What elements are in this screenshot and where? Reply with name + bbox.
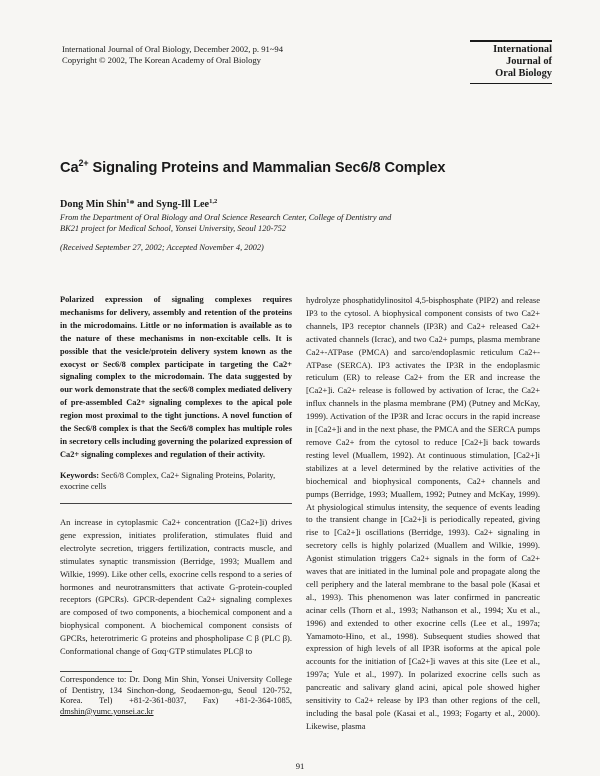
journal-brand [470,40,552,84]
correspondence-email[interactable]: dmshin@yumc.yonsei.ac.kr [60,706,154,716]
authors-and: and [134,199,157,210]
right-column [306,294,540,733]
brand-line-1: International [493,44,552,55]
keywords [60,470,292,493]
affiliation-line-2: BK21 project for Medical School, Yonsei University, Seoul 120-752 [60,224,286,233]
introduction [60,516,292,658]
keywords-list: Sec6/8 Complex, Ca2+ Signaling Proteins, Polarity, exocrine cells [60,470,276,492]
page-number: 91 [295,761,305,771]
intro-paragraph: An increase in cytoplasmic Ca2+ concentration ([Ca2+]i) drives gene expression, initiates proliferation, stimulates fluid and electrolyte secretion, triggers fertilization, contracts muscle, and stimulates synaptic transmission (Berridge, 1993; Muallem and Wilkie, 1999). Like other cells, exocrine cells respond to a series of hormones and neurotransmitters that activate G-protein-coupled receptors (GPCRs). GPCR-dependent Ca2+ signaling complexes are composed of two components, a biochemical component and a biophysical component. A biochemical component consists of GPCRs, heterotrimeric G proteins and phospholipase C β (PLC β). Conformational change of Gαq·GTP stimulates PLCβ to [60,517,292,657]
left-column [60,294,292,493]
footnote-text: Correspondence to: Dr. Dong Min Shin, Yonsei University College of Dentistry, 134 Sinchon-dong, Seodaemon-gu, Seoul 120-752, Korea. Tel) +81-2-361-8037, Fax) +81-2-364-1085, [60,675,292,706]
author-1-sup: 1 [126,198,130,205]
abstract: Polarized expression of signaling complexes requires mechanisms for delivery, assembly and retention of the proteins in the microdomains. Little or no information is available as to the nature of these mechanisms in non-excitable cells. It is possible that the vesicle/protein delivery system known as the exocyst or Sec6/8 complex participate in targeting the Ca2+ signaling complex to the microdomain. The data suggested by our work demonstrate that the sec6/8 complex mediated delivery of pre-assembled Ca2+ signaling complexes to the apical pole region most proximal to the tight junctions. A novel function of the Sec6/8 complex is that the Sec6/8 complex has multiple roles in secretory cells including governing the polarized expression of Ca2+ signaling complexes and regulation of their activity. [60,295,292,459]
correspondence-footnote [60,675,292,717]
title-prefix: Ca [60,160,79,176]
brand-line-2: Journal of [506,56,552,67]
keywords-label: Keywords: [60,470,100,480]
footnote-rule [60,671,132,672]
article-title [60,158,540,176]
brand-line-3: Oral Biology [495,68,552,79]
right-column-text: hydrolyze phosphatidylinositol 4,5-bisphosphate (PIP2) and release IP3 to the cytosol. A biophysical component consists of two Ca2+ channels, IP3 receptor channels (IP3R) and Ca2+ released Ca2+ activated channels (Icrac), and two Ca2+ pumps, plasma membrane Ca2+-ATPase (PMCA) and sarco/endoplasmic reticulum Ca2+-ATPase (SERCA). IP3 activates the IP3R in the endoplasmic reticulum (ER) to release Ca2+ from the ER and increase the [Ca2+]i. Ca2+ release is followed by activation of Icrac, the Ca2+ influx channels in the plasma membrane (PM) (Putney and McKay, 1999). Activation of the IP3R and Icrac occurs in the rapid increase in [Ca2+]i and in the next phase, the PMCA and the SERCA pumps remove Ca2+ from the cytosol to reduce [Ca2+]i back towards resting level (Muallem, 1992). At continuous stimulation, [Ca2+]i stabilizes at a level determined by the relative activities of the biochemical and biophysical components, Ca2+ channels and pumps (Berridge, 1993; Muallem, 1992; Putney and McKay, 1999). At physiological stimulus intensity, the sequence of events leading to the transient change in [Ca2+]i is periodically repeated, giving rise to [Ca2+]i oscillations (Berridge, 1993). Ca2+ signaling in secretory cells is highly polarized (Muallem and Wilkie, 1999). Agonist stimulation triggers Ca2+ signals in the form of Ca2+ waves that are initiated in the luminal pole and propagate along the cell periphery and the lateral membrane to the basal pole (Kasai et al., 1993). This phenomenon was later confirmed in pancreatic acinar cells (Thorn et al., 1993; Nathanson et al., 1994; Xu et al., 1996) and extended to other exocrine cells (Lee et al., 1997a; Yamamoto-Hino, et al., 1998). Subsequent studies showed that expression of high levels of all IP3R isoforms at the apical pole accounts for the initiation of [Ca2+]i waves at this site (Lee et al., 1997a; Yule et al., 1997). In polarized exocrine cells such as pancreatic and salivary gland acini, apical pole showed higher sensitivity to Ca2+ release by IP3 than other regions of the cell, including the basal pole (Kasai et al., 1993; Fogarty et al., 2000). Likewise, plasma [306,295,540,731]
affiliation [60,212,391,234]
author-2-sup: 1,2 [209,198,218,205]
author-1-mark: * [129,199,135,210]
received-dates: (Received September 27, 2002; Accepted November 4, 2002) [60,243,264,252]
affiliation-line-1: From the Department of Oral Biology and Oral Science Research Center, College of Dentistry and [60,213,392,222]
journal-citation: International Journal of Oral Biology, December 2002, p. 91~94 [62,44,284,54]
title-text: Signaling Proteins and Mammalian Sec6/8 Complex [92,160,446,176]
copyright-line: Copyright © 2002, The Korean Academy of Oral Biology [62,55,261,65]
author-2: Syng-Ill Lee [156,199,210,210]
abstract-divider [60,503,292,504]
author-1: Dong Min Shin [60,199,127,210]
title-sup: 2+ [78,158,89,168]
authors [60,198,217,210]
